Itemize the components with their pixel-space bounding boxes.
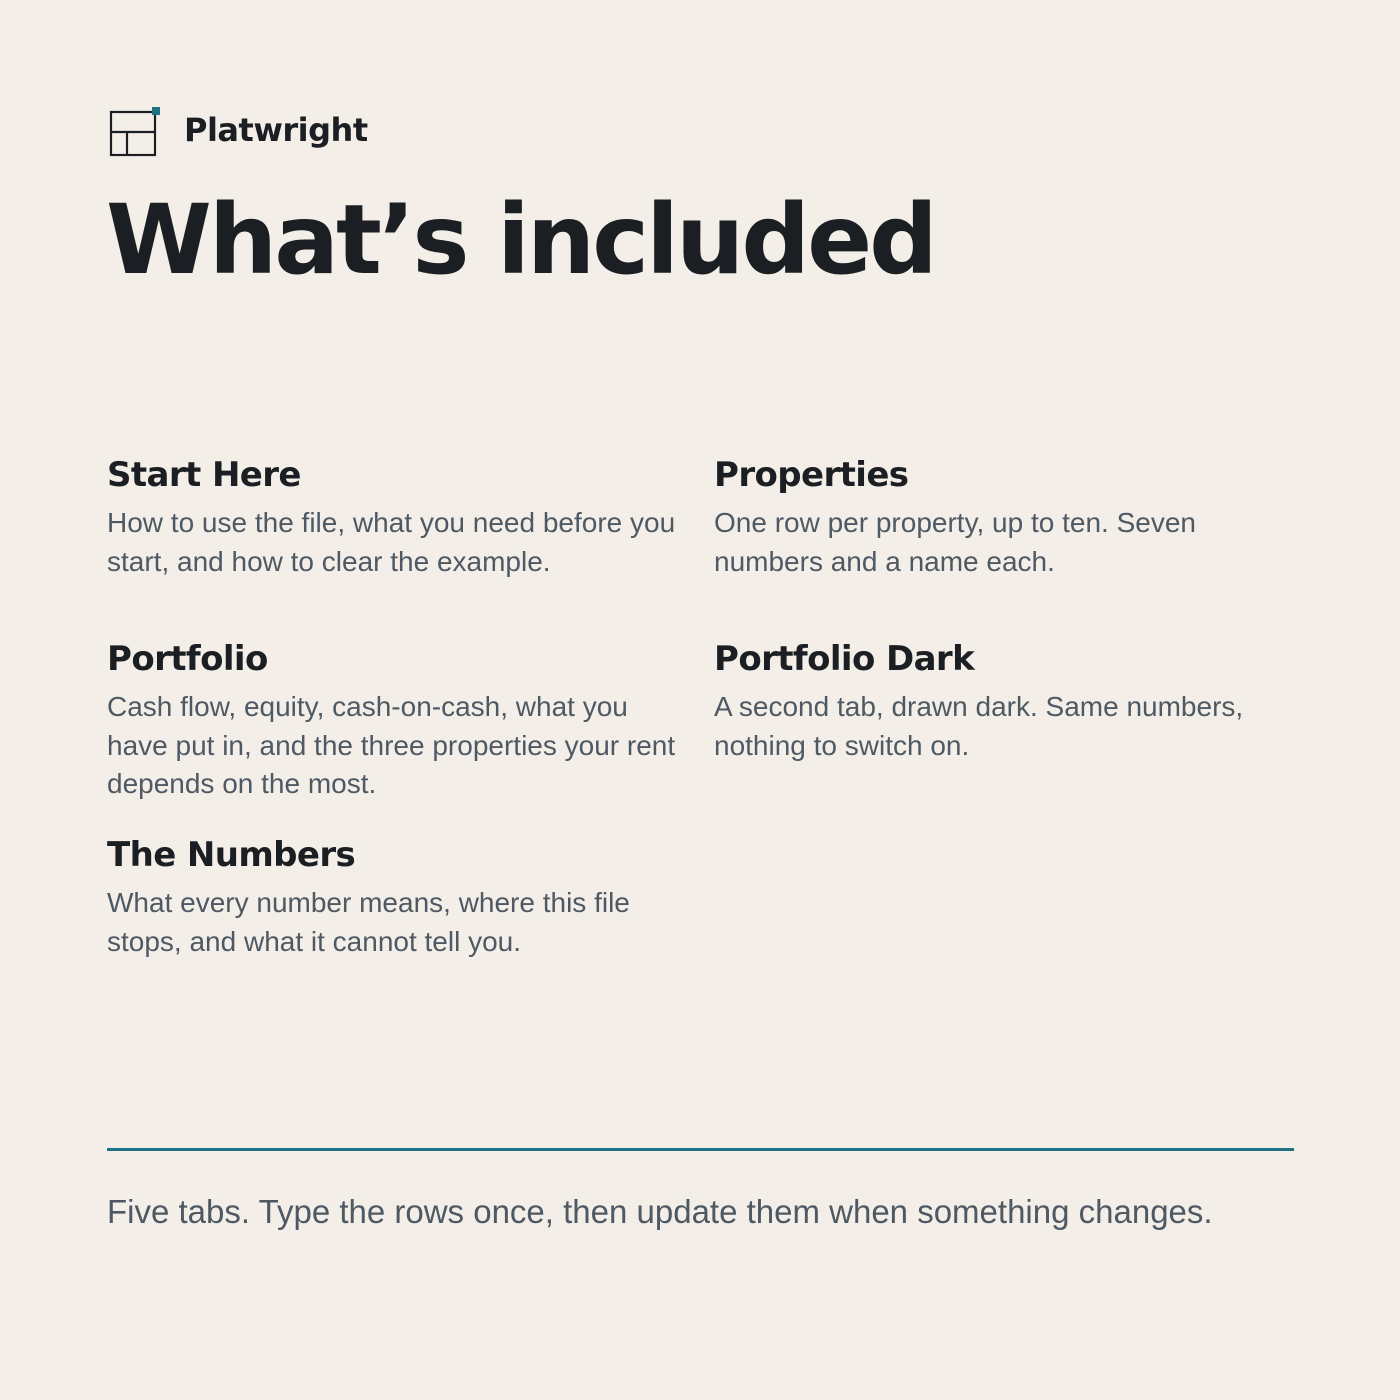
feature-title: Portfolio Dark	[714, 639, 975, 679]
feature-title: Start Here	[107, 455, 301, 495]
feature-description: Cash flow, equity, cash-on-cash, what you have put in, and the three properties your rent depends on the most.	[107, 691, 676, 799]
page-title: What’s included	[106, 184, 935, 296]
feature-portfolio	[107, 636, 677, 804]
feature-title: Portfolio	[107, 639, 268, 679]
brand-name: Platwright	[184, 111, 368, 149]
feature-title: The Numbers	[107, 835, 356, 875]
feature-description: What every number means, where this file stops, and what it cannot tell you.	[107, 887, 630, 957]
feature-description: One row per property, up to ten. Seven numbers and a name each.	[714, 507, 1196, 577]
brand	[108, 104, 368, 160]
feature-description: How to use the file, what you need before you start, and how to clear the example.	[107, 507, 676, 577]
footer-text: Five tabs. Type the rows once, then update them when something changes.	[107, 1193, 1213, 1230]
feature-properties	[714, 452, 1284, 581]
feature-the-numbers	[107, 832, 677, 961]
feature-description: A second tab, drawn dark. Same numbers, nothing to switch on.	[714, 691, 1244, 761]
feature-title: Properties	[714, 455, 909, 495]
sheet-grid-logo-icon	[108, 105, 160, 159]
divider	[107, 1148, 1294, 1151]
feature-portfolio-dark	[714, 636, 1284, 765]
feature-start-here	[107, 452, 677, 581]
